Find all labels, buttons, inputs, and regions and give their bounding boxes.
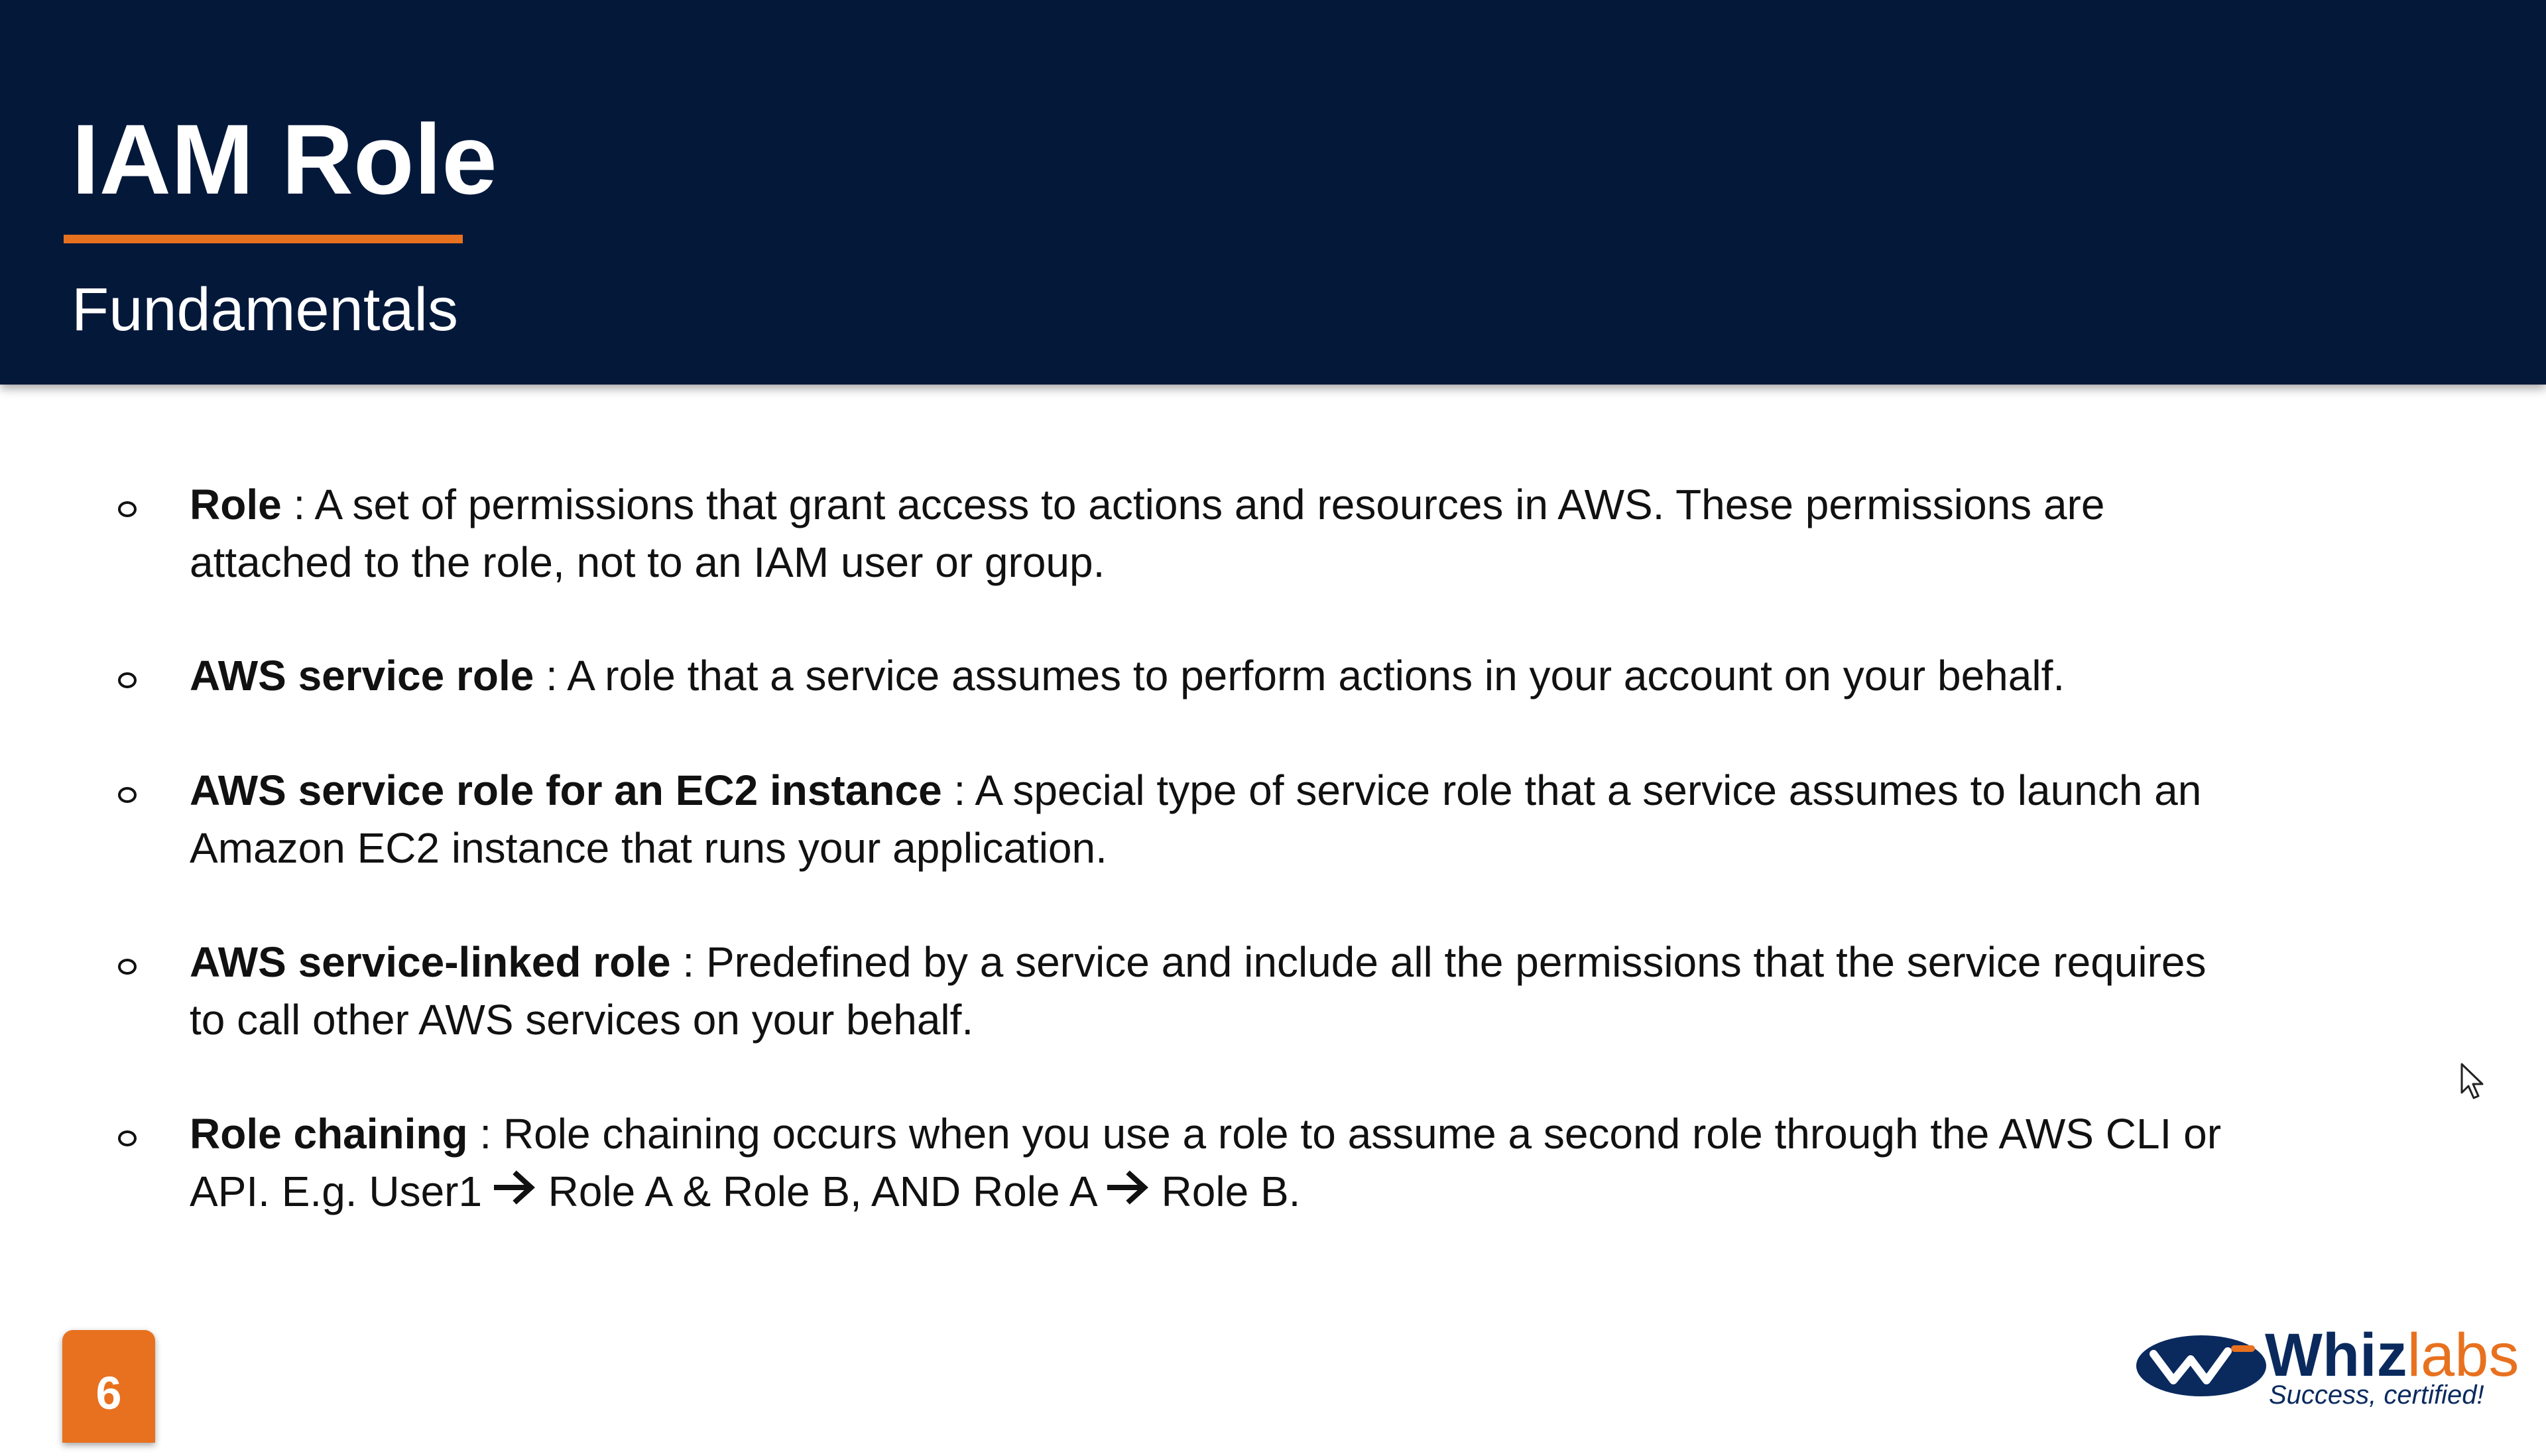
page-number-badge: 6 bbox=[62, 1330, 155, 1443]
bullet-term: AWS service role bbox=[190, 652, 534, 699]
bullet-circle-icon bbox=[118, 501, 137, 517]
bullet-term: AWS service role for an EC2 instance bbox=[190, 766, 942, 814]
slide-title: IAM Role bbox=[72, 103, 497, 215]
bullet-description-continued: Amazon EC2 instance that runs your application. bbox=[190, 824, 1107, 872]
bullet-term: Role bbox=[190, 481, 282, 528]
mouse-pointer-icon bbox=[2460, 1062, 2486, 1101]
bullet-description: : A special type of service role that a service assumes to launch an bbox=[941, 766, 2202, 814]
logo-tagline: Success, certified! bbox=[2269, 1380, 2484, 1410]
bullet-description-continued: attached to the role, not to an IAM user or group. bbox=[190, 538, 1105, 586]
bullet-description: : A set of permissions that grant access to actions and resources in AWS. These permissions are bbox=[281, 481, 2105, 528]
bullet-circle-icon bbox=[118, 1130, 137, 1146]
right-arrow-icon bbox=[494, 1163, 536, 1221]
bullet-circle-icon bbox=[118, 672, 137, 688]
right-arrow-icon bbox=[1107, 1163, 1150, 1221]
slide-subtitle: Fundamentals bbox=[72, 276, 458, 343]
bullet-term: Role chaining bbox=[190, 1110, 468, 1158]
whizlabs-logo-mark-icon bbox=[2135, 1331, 2268, 1400]
bullet-description: : A role that a service assumes to perform actions in your account on your behalf. bbox=[534, 652, 2065, 699]
bullet-description: : Predefined by a service and include all the permissions that the service requires bbox=[670, 938, 2207, 986]
bullet-description-continued: to call other AWS services on your behalf. bbox=[190, 996, 974, 1044]
bullet-circle-icon bbox=[118, 959, 137, 975]
bullet-term: AWS service-linked role bbox=[190, 938, 671, 986]
logo-brand-part1: Whiz bbox=[2265, 1321, 2407, 1389]
bullet-description-continued: API. E.g. User1 Role A & Role B, AND Role A Role B. bbox=[190, 1163, 2278, 1221]
logo-brand-part2: labs bbox=[2407, 1321, 2519, 1389]
bullet-description: : Role chaining occurs when you use a role to assume a second role through the AWS CLI or bbox=[467, 1110, 2221, 1158]
bullet-circle-icon bbox=[118, 787, 137, 803]
whizlabs-logo bbox=[2135, 1321, 2519, 1410]
